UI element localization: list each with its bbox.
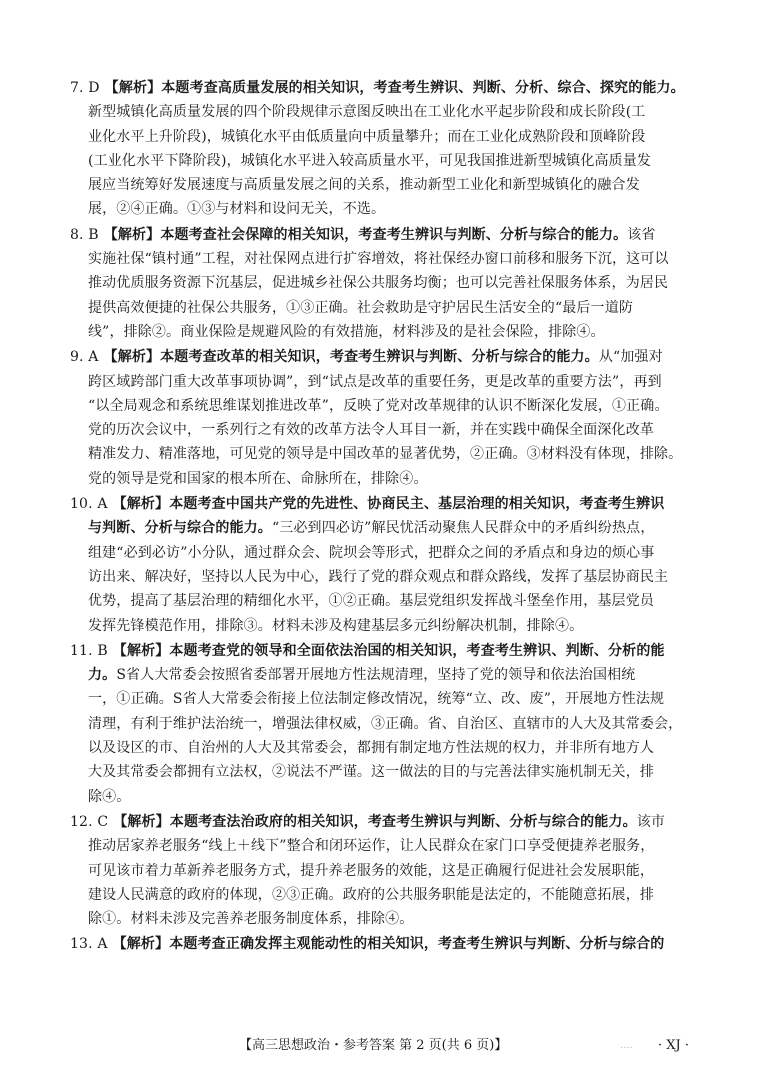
answer-item-q8 bbox=[70, 223, 702, 344]
analysis-text: 以及设区的市、自治州的人大及其常委会，都拥有制定地方性法规的权力，并非所有地方人 bbox=[88, 740, 654, 757]
answer-line bbox=[70, 197, 702, 221]
analysis-text: 精准发力、精准落地，可见党的领导是中国改革的显著优势，②正确。③材料没有体现，排除。 bbox=[88, 446, 683, 463]
answer-item-q9 bbox=[70, 345, 702, 491]
answer-line bbox=[70, 271, 702, 295]
answer-line bbox=[70, 541, 702, 565]
answer-key-content bbox=[70, 76, 702, 958]
answer-line bbox=[70, 173, 702, 197]
analysis-text: 组建“必到必访”小分队，通过群众会、院坝会等形式，把群众之间的矛盾点和身边的烦心事 bbox=[88, 544, 655, 561]
answer-item-q13 bbox=[70, 932, 702, 956]
answer-line bbox=[70, 687, 702, 711]
answer-line bbox=[70, 492, 702, 516]
analysis-text: S省人大常委会按照省委部署开展地方性法规清理，坚持了党的领导和依法治国相统 bbox=[116, 667, 636, 684]
answer-line bbox=[70, 907, 702, 931]
analysis-text: (工业化水平下降阶段)，城镇化水平进入较高质量水平，可见我国推进新型城镇化高质量发 bbox=[88, 152, 652, 169]
answer-line bbox=[70, 370, 702, 394]
answer-number: 9. A bbox=[70, 349, 99, 366]
analysis-heading: 【解析】本题考查改革的相关知识，考查考生辨识与判断、分析与综合的能力。 bbox=[98, 349, 599, 366]
analysis-heading: 【解析】本题考查党的领导和全面依法治国的相关知识，考查考生辨识、判断、分析的能 bbox=[107, 642, 665, 659]
answer-line bbox=[70, 565, 702, 589]
answer-line bbox=[70, 394, 702, 418]
analysis-text: 清理，有利于维护法治统一，增强法律权威，③正确。省、自治区、直辖市的人大及其常委会， bbox=[88, 715, 683, 732]
answer-line bbox=[70, 76, 702, 100]
answer-line bbox=[70, 589, 702, 613]
analysis-text: 一，①正确。S省人大常委会衔接上位法制定修改情况，统筹“立、改、废”，开展地方性法规 bbox=[88, 691, 665, 708]
answer-line bbox=[70, 320, 702, 344]
answer-line bbox=[70, 100, 702, 124]
answer-line bbox=[70, 760, 702, 784]
answer-number: 11. B bbox=[70, 642, 108, 659]
answer-number: 8. B bbox=[70, 226, 99, 243]
analysis-text: 访出来、解决好，坚持以人民为中心，践行了党的群众观点和群众路线，发挥了基层协商民主 bbox=[88, 568, 669, 585]
analysis-text: 发挥先锋模范作用，排除③。材料未涉及构建基层多元纠纷解决机制，排除④。 bbox=[88, 617, 584, 634]
answer-line bbox=[70, 883, 702, 907]
analysis-heading: 【解析】本题考查中国共产党的先进性、协商民主、基层治理的相关知识，考查考生辨识 bbox=[107, 496, 665, 513]
analysis-text: 党的领导是党和国家的根本所在、命脉所在，排除④。 bbox=[88, 470, 428, 487]
answer-line bbox=[70, 639, 702, 663]
answer-line bbox=[70, 345, 702, 369]
footer-mark: .... bbox=[620, 1040, 633, 1051]
analysis-text: “三必到四必访”解民忧活动聚焦人民群众中的矛盾纠纷热点， bbox=[271, 520, 655, 537]
analysis-text: 除①。材料未涉及完善养老服务制度体系，排除④。 bbox=[88, 911, 414, 928]
answer-number: 7. D bbox=[70, 80, 100, 96]
answer-line bbox=[70, 859, 702, 883]
answer-item-q10 bbox=[70, 492, 702, 638]
answer-line bbox=[70, 125, 702, 149]
answer-line bbox=[70, 810, 702, 834]
analysis-text: 实施社保“镇村通”工程，对社保网点进行扩容增效，将社保经办窗口前移和服务下沉，这可以 bbox=[88, 251, 669, 268]
analysis-text: 线”，排除②。商业保险是规避风险的有效措施，材料涉及的是社会保险，排除④。 bbox=[88, 323, 605, 340]
answer-line bbox=[70, 223, 702, 247]
analysis-text: 业化水平上升阶段)，城镇化水平由低质量向中质量攀升；而在工业化成熟阶段和顶峰阶段 bbox=[88, 128, 646, 145]
answer-line bbox=[70, 614, 702, 638]
analysis-text: 从“加强对 bbox=[598, 349, 663, 366]
answer-line bbox=[70, 247, 702, 271]
footer-code: · XJ · bbox=[658, 1038, 689, 1053]
analysis-text: 该市 bbox=[636, 813, 666, 830]
analysis-text: 可见该市着力革新养老服务方式，提升养老服务的效能，这是正确履行促进社会发展职能， bbox=[88, 862, 654, 879]
answer-line bbox=[70, 663, 702, 687]
analysis-text: 该省 bbox=[627, 226, 656, 243]
analysis-text: “以全局观念和系统思维谋划推进改革”，反映了党对改革规律的认识不断深化发展，①正确。 bbox=[88, 397, 669, 414]
analysis-text: 建设人民满意的政府的体现，②③正确。政府的公共服务职能是法定的，不能随意拓展，排 bbox=[88, 886, 654, 903]
answer-line bbox=[70, 442, 702, 466]
page-footer bbox=[0, 1036, 764, 1056]
answer-number: 13. A bbox=[70, 936, 108, 953]
analysis-text: 展应当统筹好发展速度与高质量发展之间的关系，推动新型工业化和新型城镇化的融合发 bbox=[88, 177, 640, 194]
answer-line bbox=[70, 296, 702, 320]
answer-line bbox=[70, 785, 702, 809]
analysis-text: 展，②④正确。①③与材料和设问无关，不选。 bbox=[88, 201, 386, 218]
answer-number: 10. A bbox=[70, 496, 108, 513]
answer-line bbox=[70, 932, 702, 956]
analysis-heading: 【解析】本题考查正确发挥主观能动性的相关知识，考查考生辨识与判断、分析与综合的 bbox=[107, 936, 665, 953]
analysis-heading: 力。 bbox=[88, 667, 117, 684]
analysis-text: 推动居家养老服务“线上＋线下”整合和闭环运作，让人民群众在家门口享受便捷养老服务， bbox=[88, 838, 655, 855]
answer-line bbox=[70, 149, 702, 173]
analysis-heading: 【解析】本题考查高质量发展的相关知识，考查考生辨识、判断、分析、综合、探究的能力。 bbox=[99, 80, 685, 96]
answer-item-q11 bbox=[70, 639, 702, 809]
analysis-text: 党的历次会议中，一系列行之有效的改革方法令人耳目一新，并在实践中确保全面深化改革 bbox=[88, 422, 654, 439]
analysis-heading: 与判断、分析与综合的能力。 bbox=[88, 520, 272, 537]
answer-line bbox=[70, 516, 702, 540]
answer-line bbox=[70, 467, 702, 491]
analysis-text: 优势，提高了基层治理的精细化水平，①②正确。基层党组织发挥战斗堡垒作用，基层党员 bbox=[88, 593, 654, 610]
answer-item-q12 bbox=[70, 810, 702, 931]
answer-item-q7 bbox=[70, 76, 702, 222]
analysis-text: 提供高效便捷的社保公共服务，①③正确。社会救助是守护居民生活安全的“最后一道防 bbox=[88, 299, 634, 316]
answer-line bbox=[70, 834, 702, 858]
analysis-text: 推动优质服务资源下沉基层，促进城乡社保公共服务均衡；也可以完善社保服务体系，为居民 bbox=[88, 275, 669, 292]
analysis-text: 除④。 bbox=[88, 788, 131, 805]
answer-line bbox=[70, 736, 702, 760]
answer-line bbox=[70, 418, 702, 442]
answer-line bbox=[70, 712, 702, 736]
analysis-heading: 【解析】本题考查法治政府的相关知识，考查考生辨识与判断、分析与综合的能力。 bbox=[108, 813, 637, 830]
analysis-text: 大及其常委会都拥有立法权，②说法不严谨。这一做法的目的与完善法律实施机制无关，排 bbox=[88, 764, 654, 781]
footer-page-info: 【高三思想政治・参考答案 第 2 页(共 6 页)】 bbox=[239, 1038, 508, 1053]
analysis-heading: 【解析】本题考查社会保障的相关知识，考查考生辨识与判断、分析与综合的能力。 bbox=[98, 226, 628, 243]
analysis-text: 新型城镇化高质量发展的四个阶段规律示意图反映出在工业化水平起步阶段和成长阶段(工 bbox=[88, 104, 646, 121]
analysis-text: 跨区域跨部门重大改革事项协调”，到“试点是改革的重要任务，更是改革的重要方法”，再到 bbox=[88, 373, 662, 390]
answer-number: 12. C bbox=[70, 813, 109, 830]
